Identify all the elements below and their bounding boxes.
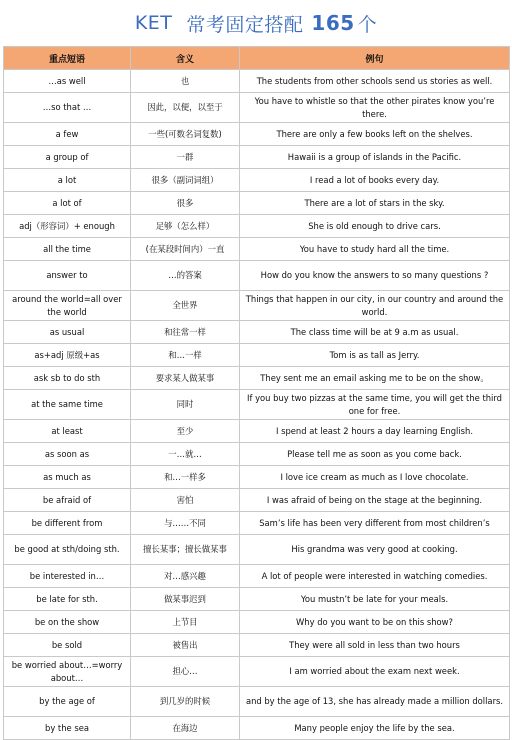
example-cell: There are a lot of stars in the sky. (240, 192, 510, 215)
meaning-cell: 很多（副词词组） (131, 169, 240, 192)
table-row (4, 489, 510, 512)
table-row (4, 192, 510, 215)
meaning-cell: 到几岁的时候 (131, 687, 240, 717)
phrase-cell: all the time (4, 238, 131, 261)
meaning-cell: 在海边 (131, 717, 240, 740)
example-cell: Hawaii is a group of islands in the Pacific. (240, 146, 510, 169)
phrase-cell: as much as (4, 466, 131, 489)
meaning-cell: 与……不同 (131, 512, 240, 535)
example-cell: I spend at least 2 hours a day learning English. (240, 420, 510, 443)
example-cell: and by the age of 13, she has already made a million dollars. (240, 687, 510, 717)
page-title (0, 0, 512, 46)
example-cell: Tom is as tall as Jerry. (240, 344, 510, 367)
phrase-cell: a group of (4, 146, 131, 169)
meaning-cell: 上节目 (131, 611, 240, 634)
example-cell: There are only a few books left on the shelves. (240, 123, 510, 146)
example-cell: They sent me an email asking me to be on the show。 (240, 367, 510, 390)
table-row (4, 367, 510, 390)
table-row (4, 146, 510, 169)
meaning-cell: 至少 (131, 420, 240, 443)
example-cell: Please tell me as soon as you come back. (240, 443, 510, 466)
meaning-cell: (在某段时间内）一直 (131, 238, 240, 261)
phrase-cell: around the world=all over the world (4, 291, 131, 321)
example-cell: You have to whistle so that the other pirates know you’re there. (240, 93, 510, 123)
table-row (4, 261, 510, 291)
example-cell: I love ice cream as much as I love chocolate. (240, 466, 510, 489)
phrase-cell: a few (4, 123, 131, 146)
example-cell: The students from other schools send us stories as well. (240, 70, 510, 93)
phrase-cell: at least (4, 420, 131, 443)
table-header-row (4, 47, 510, 70)
phrase-cell: a lot of (4, 192, 131, 215)
example-cell: I was afraid of being on the stage at the beginning. (240, 489, 510, 512)
example-cell: I read a lot of books every day. (240, 169, 510, 192)
header-meaning: 含义 (131, 47, 240, 70)
phrase-cell: as usual (4, 321, 131, 344)
meaning-cell: 要求某人做某事 (131, 367, 240, 390)
phrase-cell: as+adj 原级+as (4, 344, 131, 367)
table-row (4, 717, 510, 740)
header-example: 例句 (240, 47, 510, 70)
table-row (4, 123, 510, 146)
meaning-cell: 足够（怎么样） (131, 215, 240, 238)
example-cell: Things that happen in our city, in our country and around the world. (240, 291, 510, 321)
phrase-cell: a lot (4, 169, 131, 192)
example-cell: His grandma was very good at cooking. (240, 535, 510, 565)
phrase-cell: be good at sth/doing sth. (4, 535, 131, 565)
meaning-cell: 一群 (131, 146, 240, 169)
example-cell: A lot of people were interested in watching comedies. (240, 565, 510, 588)
table-row (4, 611, 510, 634)
title-suffix: 个 (357, 13, 378, 36)
example-cell: I am worried about the exam next week. (240, 657, 510, 687)
phrase-cell: adj（形容词）+ enough (4, 215, 131, 238)
example-cell: Sam’s life has been very different from most children’s (240, 512, 510, 535)
example-cell: The class time will be at 9 a.m as usual. (240, 321, 510, 344)
meaning-cell: 害怕 (131, 489, 240, 512)
table-row (4, 215, 510, 238)
table-row (4, 321, 510, 344)
phrase-table (3, 46, 510, 740)
phrase-cell: be worried about…=worry about… (4, 657, 131, 687)
title-prefix: KET (134, 12, 173, 34)
meaning-cell: 也 (131, 70, 240, 93)
phrase-cell: be on the show (4, 611, 131, 634)
phrase-cell: be afraid of (4, 489, 131, 512)
meaning-cell: …的答案 (131, 261, 240, 291)
table-row (4, 535, 510, 565)
meaning-cell: 很多 (131, 192, 240, 215)
meaning-cell: 因此，以便，以至于 (131, 93, 240, 123)
meaning-cell: 全世界 (131, 291, 240, 321)
table-row (4, 169, 510, 192)
phrase-cell: answer to (4, 261, 131, 291)
phrase-cell: at the same time (4, 390, 131, 420)
meaning-cell: 做某事迟到 (131, 588, 240, 611)
phrase-cell: ask sb to do sth (4, 367, 131, 390)
meaning-cell: 对…感兴趣 (131, 565, 240, 588)
table-row (4, 466, 510, 489)
phrase-cell: by the age of (4, 687, 131, 717)
table-row (4, 291, 510, 321)
table-row (4, 93, 510, 123)
example-cell: If you buy two pizzas at the same time, you will get the third one for free. (240, 390, 510, 420)
table-row (4, 390, 510, 420)
example-cell: You mustn’t be late for your meals. (240, 588, 510, 611)
meaning-cell: 同时 (131, 390, 240, 420)
meaning-cell: 被售出 (131, 634, 240, 657)
title-count: 165 (311, 11, 355, 35)
example-cell: Why do you want to be on this show? (240, 611, 510, 634)
meaning-cell: 和…一样 (131, 344, 240, 367)
table-row (4, 634, 510, 657)
meaning-cell: 一些(可数名词复数) (131, 123, 240, 146)
phrase-cell: be sold (4, 634, 131, 657)
example-cell: Many people enjoy the life by the sea. (240, 717, 510, 740)
table-row (4, 657, 510, 687)
table-row (4, 512, 510, 535)
phrase-cell: be interested in… (4, 565, 131, 588)
example-cell: They were all sold in less than two hours (240, 634, 510, 657)
meaning-cell: 和往常一样 (131, 321, 240, 344)
meaning-cell: 担心… (131, 657, 240, 687)
title-main: 常考固定搭配 (186, 13, 304, 36)
phrase-cell: …as well (4, 70, 131, 93)
phrase-cell: be different from (4, 512, 131, 535)
table-row (4, 238, 510, 261)
example-cell: You have to study hard all the time. (240, 238, 510, 261)
meaning-cell: 擅长某事；擅长做某事 (131, 535, 240, 565)
table-row (4, 565, 510, 588)
phrase-cell: as soon as (4, 443, 131, 466)
phrase-cell: be late for sth. (4, 588, 131, 611)
phrase-cell: by the sea (4, 717, 131, 740)
table-row (4, 70, 510, 93)
table-row (4, 588, 510, 611)
table-row (4, 344, 510, 367)
header-phrase: 重点短语 (4, 47, 131, 70)
meaning-cell: 和…一样多 (131, 466, 240, 489)
table-row (4, 443, 510, 466)
example-cell: How do you know the answers to so many questions ? (240, 261, 510, 291)
meaning-cell: 一…就… (131, 443, 240, 466)
table-row (4, 420, 510, 443)
phrase-cell: …so that … (4, 93, 131, 123)
table-row (4, 687, 510, 717)
example-cell: She is old enough to drive cars. (240, 215, 510, 238)
